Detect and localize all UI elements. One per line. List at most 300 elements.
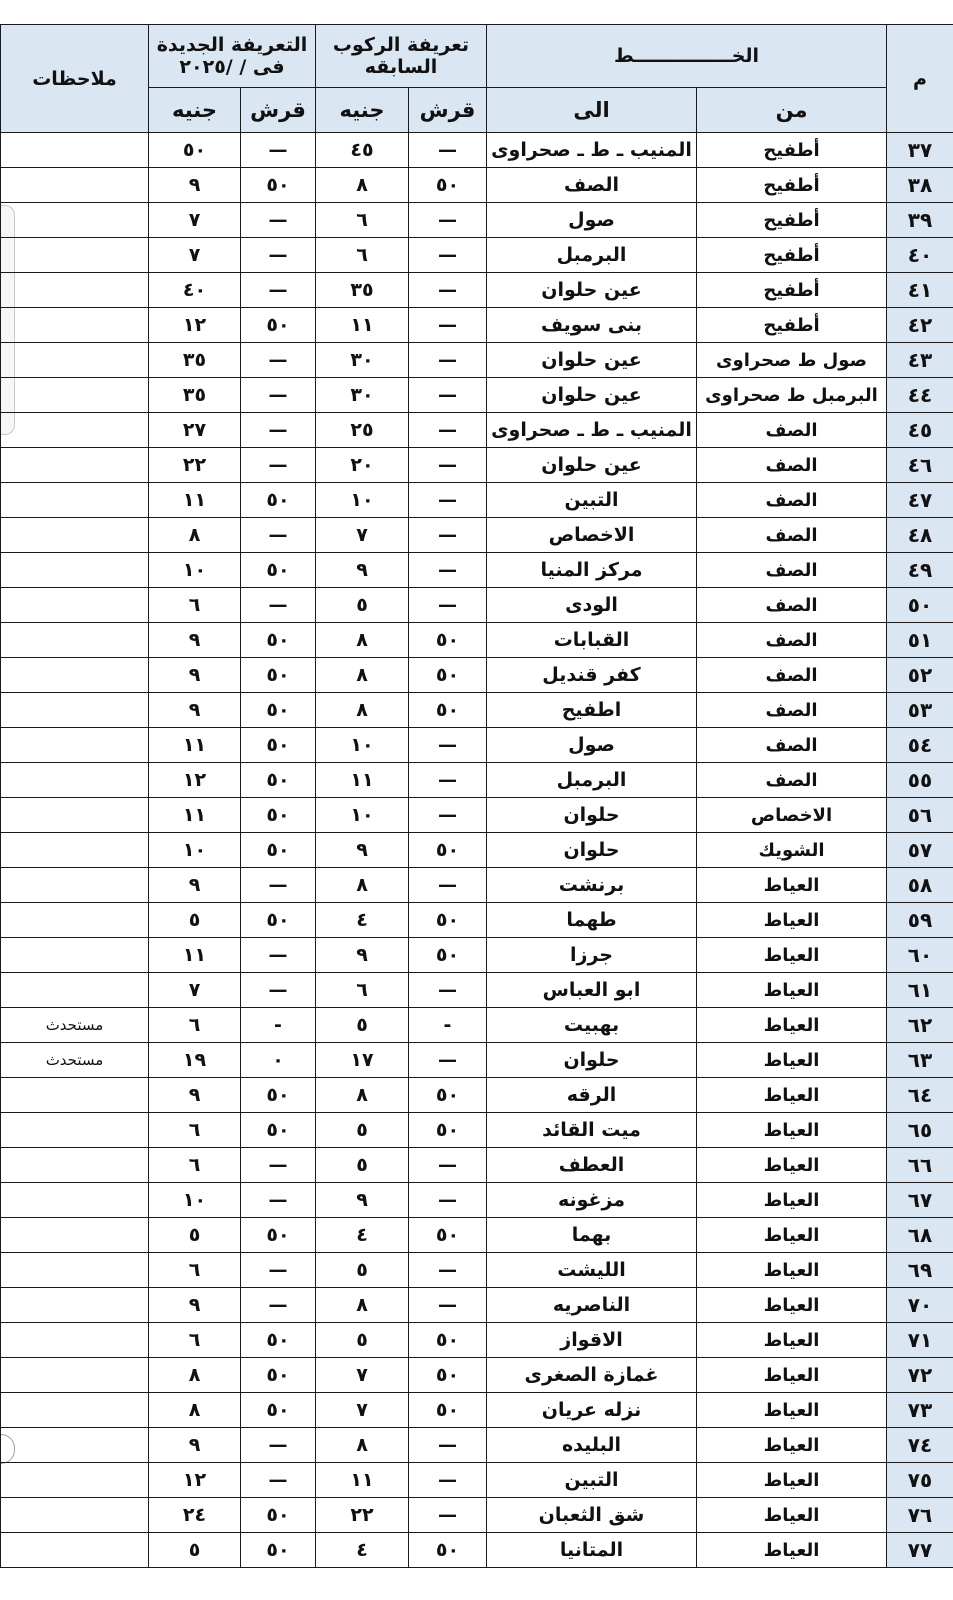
from-cell: الصف <box>697 483 887 518</box>
old-qirsh-cell: — <box>409 1148 487 1183</box>
old-qirsh-cell: — <box>409 273 487 308</box>
old-pound-cell: ٧ <box>316 1358 409 1393</box>
table-row <box>1 868 953 903</box>
new-pound-cell: ٤٠ <box>149 273 241 308</box>
new-qirsh-cell: — <box>241 378 316 413</box>
old-pound-cell: ١١ <box>316 763 409 798</box>
old-pound-cell: ٦ <box>316 973 409 1008</box>
new-pound-cell: ٥ <box>149 903 241 938</box>
table-row <box>1 413 953 448</box>
notes-cell <box>1 553 149 588</box>
old-pound-cell: ٥ <box>316 1323 409 1358</box>
old-qirsh-cell: ٥٠ <box>409 623 487 658</box>
old-qirsh-cell: — <box>409 868 487 903</box>
header-old-fare: تعريفة الركوب السابقه <box>316 25 487 88</box>
new-qirsh-cell: — <box>241 413 316 448</box>
new-pound-cell: ١٠ <box>149 1183 241 1218</box>
to-cell: الناصريه <box>487 1288 697 1323</box>
to-cell: شق الثعبان <box>487 1498 697 1533</box>
old-pound-cell: ٥ <box>316 588 409 623</box>
old-qirsh-cell: — <box>409 343 487 378</box>
new-pound-cell: ٨ <box>149 1393 241 1428</box>
notes-cell <box>1 343 149 378</box>
to-cell: نزله عريان <box>487 1393 697 1428</box>
old-pound-cell: ٩ <box>316 1183 409 1218</box>
notes-cell: مستحدث <box>1 1008 149 1043</box>
new-pound-cell: ٣٥ <box>149 378 241 413</box>
row-number: ٧٤ <box>887 1428 953 1463</box>
from-cell: الصف <box>697 413 887 448</box>
table-row <box>1 483 953 518</box>
from-cell: العياط <box>697 1463 887 1498</box>
old-pound-cell: ٩ <box>316 938 409 973</box>
from-cell: العياط <box>697 1498 887 1533</box>
new-qirsh-cell: ٥٠ <box>241 798 316 833</box>
new-qirsh-cell: ٥٠ <box>241 1358 316 1393</box>
row-number: ٤٦ <box>887 448 953 483</box>
old-pound-cell: ٨ <box>316 1288 409 1323</box>
from-cell: العياط <box>697 1218 887 1253</box>
new-pound-cell: ١٢ <box>149 308 241 343</box>
new-qirsh-cell: — <box>241 518 316 553</box>
to-cell: بهما <box>487 1218 697 1253</box>
from-cell: أطفيح <box>697 203 887 238</box>
from-cell: الصف <box>697 448 887 483</box>
row-number: ٥٠ <box>887 588 953 623</box>
row-number: ٧٧ <box>887 1533 953 1568</box>
from-cell: العياط <box>697 1393 887 1428</box>
new-pound-cell: ٦ <box>149 588 241 623</box>
from-cell: العياط <box>697 1183 887 1218</box>
notes-cell <box>1 273 149 308</box>
new-pound-cell: ٨ <box>149 518 241 553</box>
from-cell: الصف <box>697 623 887 658</box>
new-qirsh-cell: — <box>241 1148 316 1183</box>
table-row <box>1 133 953 168</box>
row-number: ٧٠ <box>887 1288 953 1323</box>
new-qirsh-cell: ٥٠ <box>241 658 316 693</box>
new-pound-cell: ٧ <box>149 238 241 273</box>
row-number: ٣٧ <box>887 133 953 168</box>
row-number: ٧٥ <box>887 1463 953 1498</box>
old-pound-cell: ٩ <box>316 553 409 588</box>
to-cell: الليشت <box>487 1253 697 1288</box>
notes-cell <box>1 378 149 413</box>
new-qirsh-cell: — <box>241 238 316 273</box>
to-cell: جرزا <box>487 938 697 973</box>
notes-cell <box>1 1218 149 1253</box>
table-row <box>1 518 953 553</box>
from-cell: أطفيح <box>697 273 887 308</box>
new-pound-cell: ٩ <box>149 1428 241 1463</box>
old-pound-cell: ٨ <box>316 1078 409 1113</box>
old-pound-cell: ٢٠ <box>316 448 409 483</box>
to-cell: المتانيا <box>487 1533 697 1568</box>
old-pound-cell: ١١ <box>316 1463 409 1498</box>
row-number: ٥٩ <box>887 903 953 938</box>
notes-cell <box>1 588 149 623</box>
notes-cell <box>1 168 149 203</box>
old-qirsh-cell: — <box>409 728 487 763</box>
from-cell: الصف <box>697 693 887 728</box>
from-cell: العياط <box>697 903 887 938</box>
new-qirsh-cell: ٥٠ <box>241 1113 316 1148</box>
new-pound-cell: ٦ <box>149 1113 241 1148</box>
row-number: ٧٦ <box>887 1498 953 1533</box>
new-qirsh-cell: ٥٠ <box>241 483 316 518</box>
new-qirsh-cell: ٥٠ <box>241 903 316 938</box>
table-row <box>1 833 953 868</box>
to-cell: صول <box>487 728 697 763</box>
new-qirsh-cell: ٥٠ <box>241 1078 316 1113</box>
old-pound-cell: ٤ <box>316 903 409 938</box>
old-pound-cell: ٨ <box>316 658 409 693</box>
row-number: ٤٤ <box>887 378 953 413</box>
old-pound-cell: ١٠ <box>316 728 409 763</box>
old-pound-cell: ٦ <box>316 203 409 238</box>
notes-cell <box>1 903 149 938</box>
table-row <box>1 1463 953 1498</box>
to-cell: البرمبل <box>487 763 697 798</box>
table-row <box>1 1323 953 1358</box>
notes-cell <box>1 623 149 658</box>
row-number: ٤٩ <box>887 553 953 588</box>
notes-cell <box>1 798 149 833</box>
header-route: الخـــــــــــــــط <box>487 25 887 88</box>
new-qirsh-cell: — <box>241 1463 316 1498</box>
new-pound-cell: ١٠ <box>149 553 241 588</box>
table-row <box>1 658 953 693</box>
notes-cell <box>1 1323 149 1358</box>
new-pound-cell: ١٩ <box>149 1043 241 1078</box>
notes-cell <box>1 1288 149 1323</box>
header-num: م <box>887 25 953 133</box>
to-cell: العطف <box>487 1148 697 1183</box>
from-cell: العياط <box>697 1078 887 1113</box>
old-qirsh-cell: — <box>409 763 487 798</box>
new-qirsh-cell: ٥٠ <box>241 1218 316 1253</box>
table-row <box>1 448 953 483</box>
old-pound-cell: ٣٠ <box>316 343 409 378</box>
old-qirsh-cell: ٥٠ <box>409 833 487 868</box>
new-pound-cell: ١١ <box>149 798 241 833</box>
notes-cell <box>1 483 149 518</box>
new-pound-cell: ٦ <box>149 1008 241 1043</box>
old-pound-cell: ٧ <box>316 518 409 553</box>
header-new-fare: التعريفة الجديدة فى / /٢٠٢٥ <box>149 25 316 88</box>
new-pound-cell: ٩ <box>149 658 241 693</box>
from-cell: البرمبل ط صحراوى <box>697 378 887 413</box>
new-pound-cell: ١٢ <box>149 763 241 798</box>
to-cell: الاقواز <box>487 1323 697 1358</box>
table-row <box>1 1043 953 1078</box>
notes-cell <box>1 1078 149 1113</box>
from-cell: العياط <box>697 1043 887 1078</box>
from-cell: الصف <box>697 518 887 553</box>
from-cell: أطفيح <box>697 133 887 168</box>
to-cell: حلوان <box>487 1043 697 1078</box>
to-cell: المنيب ـ ط ـ صحراوى <box>487 413 697 448</box>
header-row-top <box>1 25 953 88</box>
from-cell: العياط <box>697 868 887 903</box>
table-row <box>1 1288 953 1323</box>
new-pound-cell: ٩ <box>149 168 241 203</box>
new-qirsh-cell: ٥٠ <box>241 1323 316 1358</box>
old-qirsh-cell: — <box>409 378 487 413</box>
old-pound-cell: ١٠ <box>316 483 409 518</box>
notes-cell <box>1 1393 149 1428</box>
new-pound-cell: ٩ <box>149 623 241 658</box>
header-to: الى <box>487 88 697 133</box>
old-pound-cell: ٥ <box>316 1253 409 1288</box>
old-qirsh-cell: — <box>409 308 487 343</box>
old-qirsh-cell: — <box>409 238 487 273</box>
old-qirsh-cell: — <box>409 133 487 168</box>
row-number: ٤٣ <box>887 343 953 378</box>
old-qirsh-cell: — <box>409 1288 487 1323</box>
from-cell: أطفيح <box>697 238 887 273</box>
new-pound-cell: ١٠ <box>149 833 241 868</box>
table-row <box>1 1218 953 1253</box>
new-qirsh-cell: — <box>241 133 316 168</box>
to-cell: عين حلوان <box>487 448 697 483</box>
old-pound-cell: ٥ <box>316 1148 409 1183</box>
to-cell: غمازة الصغرى <box>487 1358 697 1393</box>
notes-cell <box>1 1358 149 1393</box>
old-qirsh-cell: ٥٠ <box>409 1393 487 1428</box>
row-number: ٦٠ <box>887 938 953 973</box>
to-cell: ميت القائد <box>487 1113 697 1148</box>
new-qirsh-cell: ٥٠ <box>241 1393 316 1428</box>
notes-cell <box>1 833 149 868</box>
table-row <box>1 693 953 728</box>
notes-cell <box>1 133 149 168</box>
notes-cell <box>1 1148 149 1183</box>
table-row <box>1 1358 953 1393</box>
to-cell: الودى <box>487 588 697 623</box>
table-row <box>1 378 953 413</box>
row-number: ٥١ <box>887 623 953 658</box>
table-row <box>1 1393 953 1428</box>
new-pound-cell: ٦ <box>149 1148 241 1183</box>
new-qirsh-cell: - <box>241 1008 316 1043</box>
new-pound-cell: ٢٢ <box>149 448 241 483</box>
to-cell: برنشت <box>487 868 697 903</box>
old-pound-cell: ٣٠ <box>316 378 409 413</box>
row-number: ٧١ <box>887 1323 953 1358</box>
new-pound-cell: ٢٤ <box>149 1498 241 1533</box>
table-row <box>1 1533 953 1568</box>
fare-sheet <box>0 24 953 1568</box>
from-cell: صول ط صحراوى <box>697 343 887 378</box>
old-pound-cell: ٥ <box>316 1113 409 1148</box>
old-qirsh-cell: — <box>409 1183 487 1218</box>
row-number: ٤٢ <box>887 308 953 343</box>
notes-cell <box>1 1533 149 1568</box>
new-qirsh-cell: — <box>241 588 316 623</box>
new-pound-cell: ٢٧ <box>149 413 241 448</box>
row-number: ٤١ <box>887 273 953 308</box>
old-pound-cell: ٢٥ <box>316 413 409 448</box>
table-row <box>1 728 953 763</box>
header-notes: ملاحظات <box>1 25 149 133</box>
notes-cell <box>1 518 149 553</box>
to-cell: ابو العباس <box>487 973 697 1008</box>
notes-cell: مستحدث <box>1 1043 149 1078</box>
new-qirsh-cell: ٠ <box>241 1043 316 1078</box>
row-number: ٣٨ <box>887 168 953 203</box>
from-cell: العياط <box>697 1113 887 1148</box>
fare-rows <box>1 133 953 1568</box>
table-row <box>1 588 953 623</box>
table-row <box>1 1498 953 1533</box>
old-qirsh-cell: ٥٠ <box>409 1218 487 1253</box>
old-qirsh-cell: — <box>409 1463 487 1498</box>
new-qirsh-cell: ٥٠ <box>241 693 316 728</box>
from-cell: الصف <box>697 658 887 693</box>
to-cell: اطفيح <box>487 693 697 728</box>
to-cell: البرمبل <box>487 238 697 273</box>
new-qirsh-cell: ٥٠ <box>241 763 316 798</box>
new-pound-cell: ٩ <box>149 1288 241 1323</box>
to-cell: حلوان <box>487 798 697 833</box>
from-cell: العياط <box>697 1323 887 1358</box>
old-qirsh-cell: ٥٠ <box>409 1113 487 1148</box>
notes-cell <box>1 938 149 973</box>
to-cell: مركز المنيا <box>487 553 697 588</box>
old-qirsh-cell: — <box>409 973 487 1008</box>
new-qirsh-cell: — <box>241 203 316 238</box>
header-from: من <box>697 88 887 133</box>
old-qirsh-cell: — <box>409 1253 487 1288</box>
table-row <box>1 1078 953 1113</box>
new-qirsh-cell: ٥٠ <box>241 623 316 658</box>
notes-cell <box>1 1113 149 1148</box>
from-cell: العياط <box>697 1533 887 1568</box>
from-cell: العياط <box>697 1428 887 1463</box>
row-number: ٧٢ <box>887 1358 953 1393</box>
new-pound-cell: ٩ <box>149 1078 241 1113</box>
new-qirsh-cell: — <box>241 1253 316 1288</box>
to-cell: المنيب ـ ط ـ صحراوى <box>487 133 697 168</box>
old-pound-cell: ٢٢ <box>316 1498 409 1533</box>
row-number: ٥٤ <box>887 728 953 763</box>
old-qirsh-cell: ٥٠ <box>409 693 487 728</box>
to-cell: الرقه <box>487 1078 697 1113</box>
to-cell: عين حلوان <box>487 378 697 413</box>
table-row <box>1 1113 953 1148</box>
to-cell: التبين <box>487 483 697 518</box>
old-qirsh-cell: ٥٠ <box>409 1358 487 1393</box>
notes-cell <box>1 868 149 903</box>
row-number: ٦١ <box>887 973 953 1008</box>
from-cell: العياط <box>697 1008 887 1043</box>
new-qirsh-cell: ٥٠ <box>241 1498 316 1533</box>
old-qirsh-cell: — <box>409 448 487 483</box>
notes-cell <box>1 1428 149 1463</box>
row-number: ٦٣ <box>887 1043 953 1078</box>
to-cell: مزغونه <box>487 1183 697 1218</box>
new-pound-cell: ٩ <box>149 693 241 728</box>
table-row <box>1 623 953 658</box>
table-row <box>1 553 953 588</box>
from-cell: العياط <box>697 1358 887 1393</box>
new-qirsh-cell: — <box>241 1183 316 1218</box>
old-pound-cell: ٤ <box>316 1533 409 1568</box>
row-number: ٦٨ <box>887 1218 953 1253</box>
row-number: ٥٣ <box>887 693 953 728</box>
new-pound-cell: ٥ <box>149 1218 241 1253</box>
row-number: ٦٩ <box>887 1253 953 1288</box>
row-number: ٥٧ <box>887 833 953 868</box>
old-pound-cell: ١٧ <box>316 1043 409 1078</box>
new-qirsh-cell: — <box>241 1428 316 1463</box>
new-pound-cell: ٨ <box>149 1358 241 1393</box>
row-number: ٥٦ <box>887 798 953 833</box>
row-number: ٦٧ <box>887 1183 953 1218</box>
notes-cell <box>1 1498 149 1533</box>
row-number: ٤٠ <box>887 238 953 273</box>
fare-table <box>0 24 953 1568</box>
old-qirsh-cell: ٥٠ <box>409 938 487 973</box>
old-pound-cell: ٨ <box>316 868 409 903</box>
table-row <box>1 238 953 273</box>
old-pound-cell: ٨ <box>316 693 409 728</box>
old-qirsh-cell: — <box>409 798 487 833</box>
new-pound-cell: ٧ <box>149 973 241 1008</box>
to-cell: صول <box>487 203 697 238</box>
header-new-pound: جنيه <box>149 88 241 133</box>
old-pound-cell: ٦ <box>316 238 409 273</box>
header-new-qirsh: قرش <box>241 88 316 133</box>
from-cell: الصف <box>697 588 887 623</box>
table-row <box>1 1253 953 1288</box>
to-cell: الاخصاص <box>487 518 697 553</box>
new-pound-cell: ١١ <box>149 483 241 518</box>
new-qirsh-cell: ٥٠ <box>241 168 316 203</box>
table-row <box>1 798 953 833</box>
notes-cell <box>1 238 149 273</box>
old-qirsh-cell: — <box>409 553 487 588</box>
table-row <box>1 973 953 1008</box>
new-pound-cell: ٥٠ <box>149 133 241 168</box>
new-qirsh-cell: ٥٠ <box>241 553 316 588</box>
table-row <box>1 343 953 378</box>
to-cell: حلوان <box>487 833 697 868</box>
new-qirsh-cell: ٥٠ <box>241 308 316 343</box>
new-qirsh-cell: — <box>241 1288 316 1323</box>
notes-cell <box>1 973 149 1008</box>
from-cell: أطفيح <box>697 308 887 343</box>
to-cell: بهبيت <box>487 1008 697 1043</box>
old-qirsh-cell: ٥٠ <box>409 168 487 203</box>
new-pound-cell: ١٢ <box>149 1463 241 1498</box>
old-pound-cell: ٩ <box>316 833 409 868</box>
from-cell: الصف <box>697 553 887 588</box>
from-cell: الصف <box>697 728 887 763</box>
old-qirsh-cell: — <box>409 518 487 553</box>
to-cell: بنى سويف <box>487 308 697 343</box>
old-qirsh-cell: — <box>409 1428 487 1463</box>
notes-cell <box>1 728 149 763</box>
from-cell: العياط <box>697 1253 887 1288</box>
notes-cell <box>1 658 149 693</box>
new-qirsh-cell: — <box>241 868 316 903</box>
row-number: ٧٣ <box>887 1393 953 1428</box>
old-pound-cell: ٣٥ <box>316 273 409 308</box>
new-pound-cell: ١١ <box>149 938 241 973</box>
old-pound-cell: ١١ <box>316 308 409 343</box>
